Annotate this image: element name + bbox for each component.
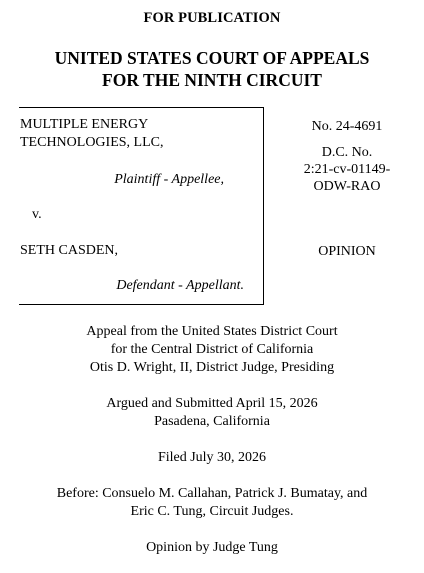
publication-status: FOR PUBLICATION [143, 10, 281, 26]
dc-label: D.C. No. [321, 145, 373, 160]
argument-info-line-1: Argued and Submitted April 15, 2026 [106, 396, 318, 411]
plaintiff-name-line-2: TECHNOLOGIES, LLC, [20, 135, 164, 150]
panel-judges [0, 485, 424, 521]
plaintiff-name-line-1: MULTIPLE ENERGY [20, 117, 149, 132]
appeal-info-line-1: Appeal from the United States District Court [86, 324, 338, 339]
defendant-role: Defendant - Appellant. [116, 278, 244, 293]
appeal-info [0, 323, 424, 377]
versus-label: v. [32, 207, 42, 222]
appeal-info-line-2: for the Central District of California [110, 342, 314, 357]
dc-number-line-2: ODW-RAO [313, 179, 381, 194]
dc-number-line-1: 2:21-cv-01149- [303, 162, 391, 177]
plaintiff-name [20, 116, 164, 152]
panel-judges-line-2: Eric C. Tung, Circuit Judges. [130, 504, 294, 519]
document-type: OPINION [318, 244, 376, 259]
court-name-line-1: UNITED STATES COURT OF APPEALS [54, 48, 370, 68]
opinion-author: Opinion by Judge Tung [146, 540, 278, 555]
court-name [0, 47, 424, 91]
appeal-number: No. 24-4691 [311, 119, 383, 134]
panel-judges-line-1: Before: Consuelo M. Callahan, Patrick J. Bumatay, and [56, 486, 368, 501]
argument-info-line-2: Pasadena, California [154, 414, 270, 429]
appeal-info-line-3: Otis D. Wright, II, District Judge, Presiding [89, 360, 335, 375]
defendant-name: SETH CASDEN, [20, 243, 119, 258]
plaintiff-role: Plaintiff - Appellee, [114, 172, 224, 187]
argument-info [0, 395, 424, 431]
court-name-line-2: FOR THE NINTH CIRCUIT [102, 70, 322, 90]
filed-date: Filed July 30, 2026 [157, 450, 267, 465]
district-court-number [272, 144, 422, 195]
